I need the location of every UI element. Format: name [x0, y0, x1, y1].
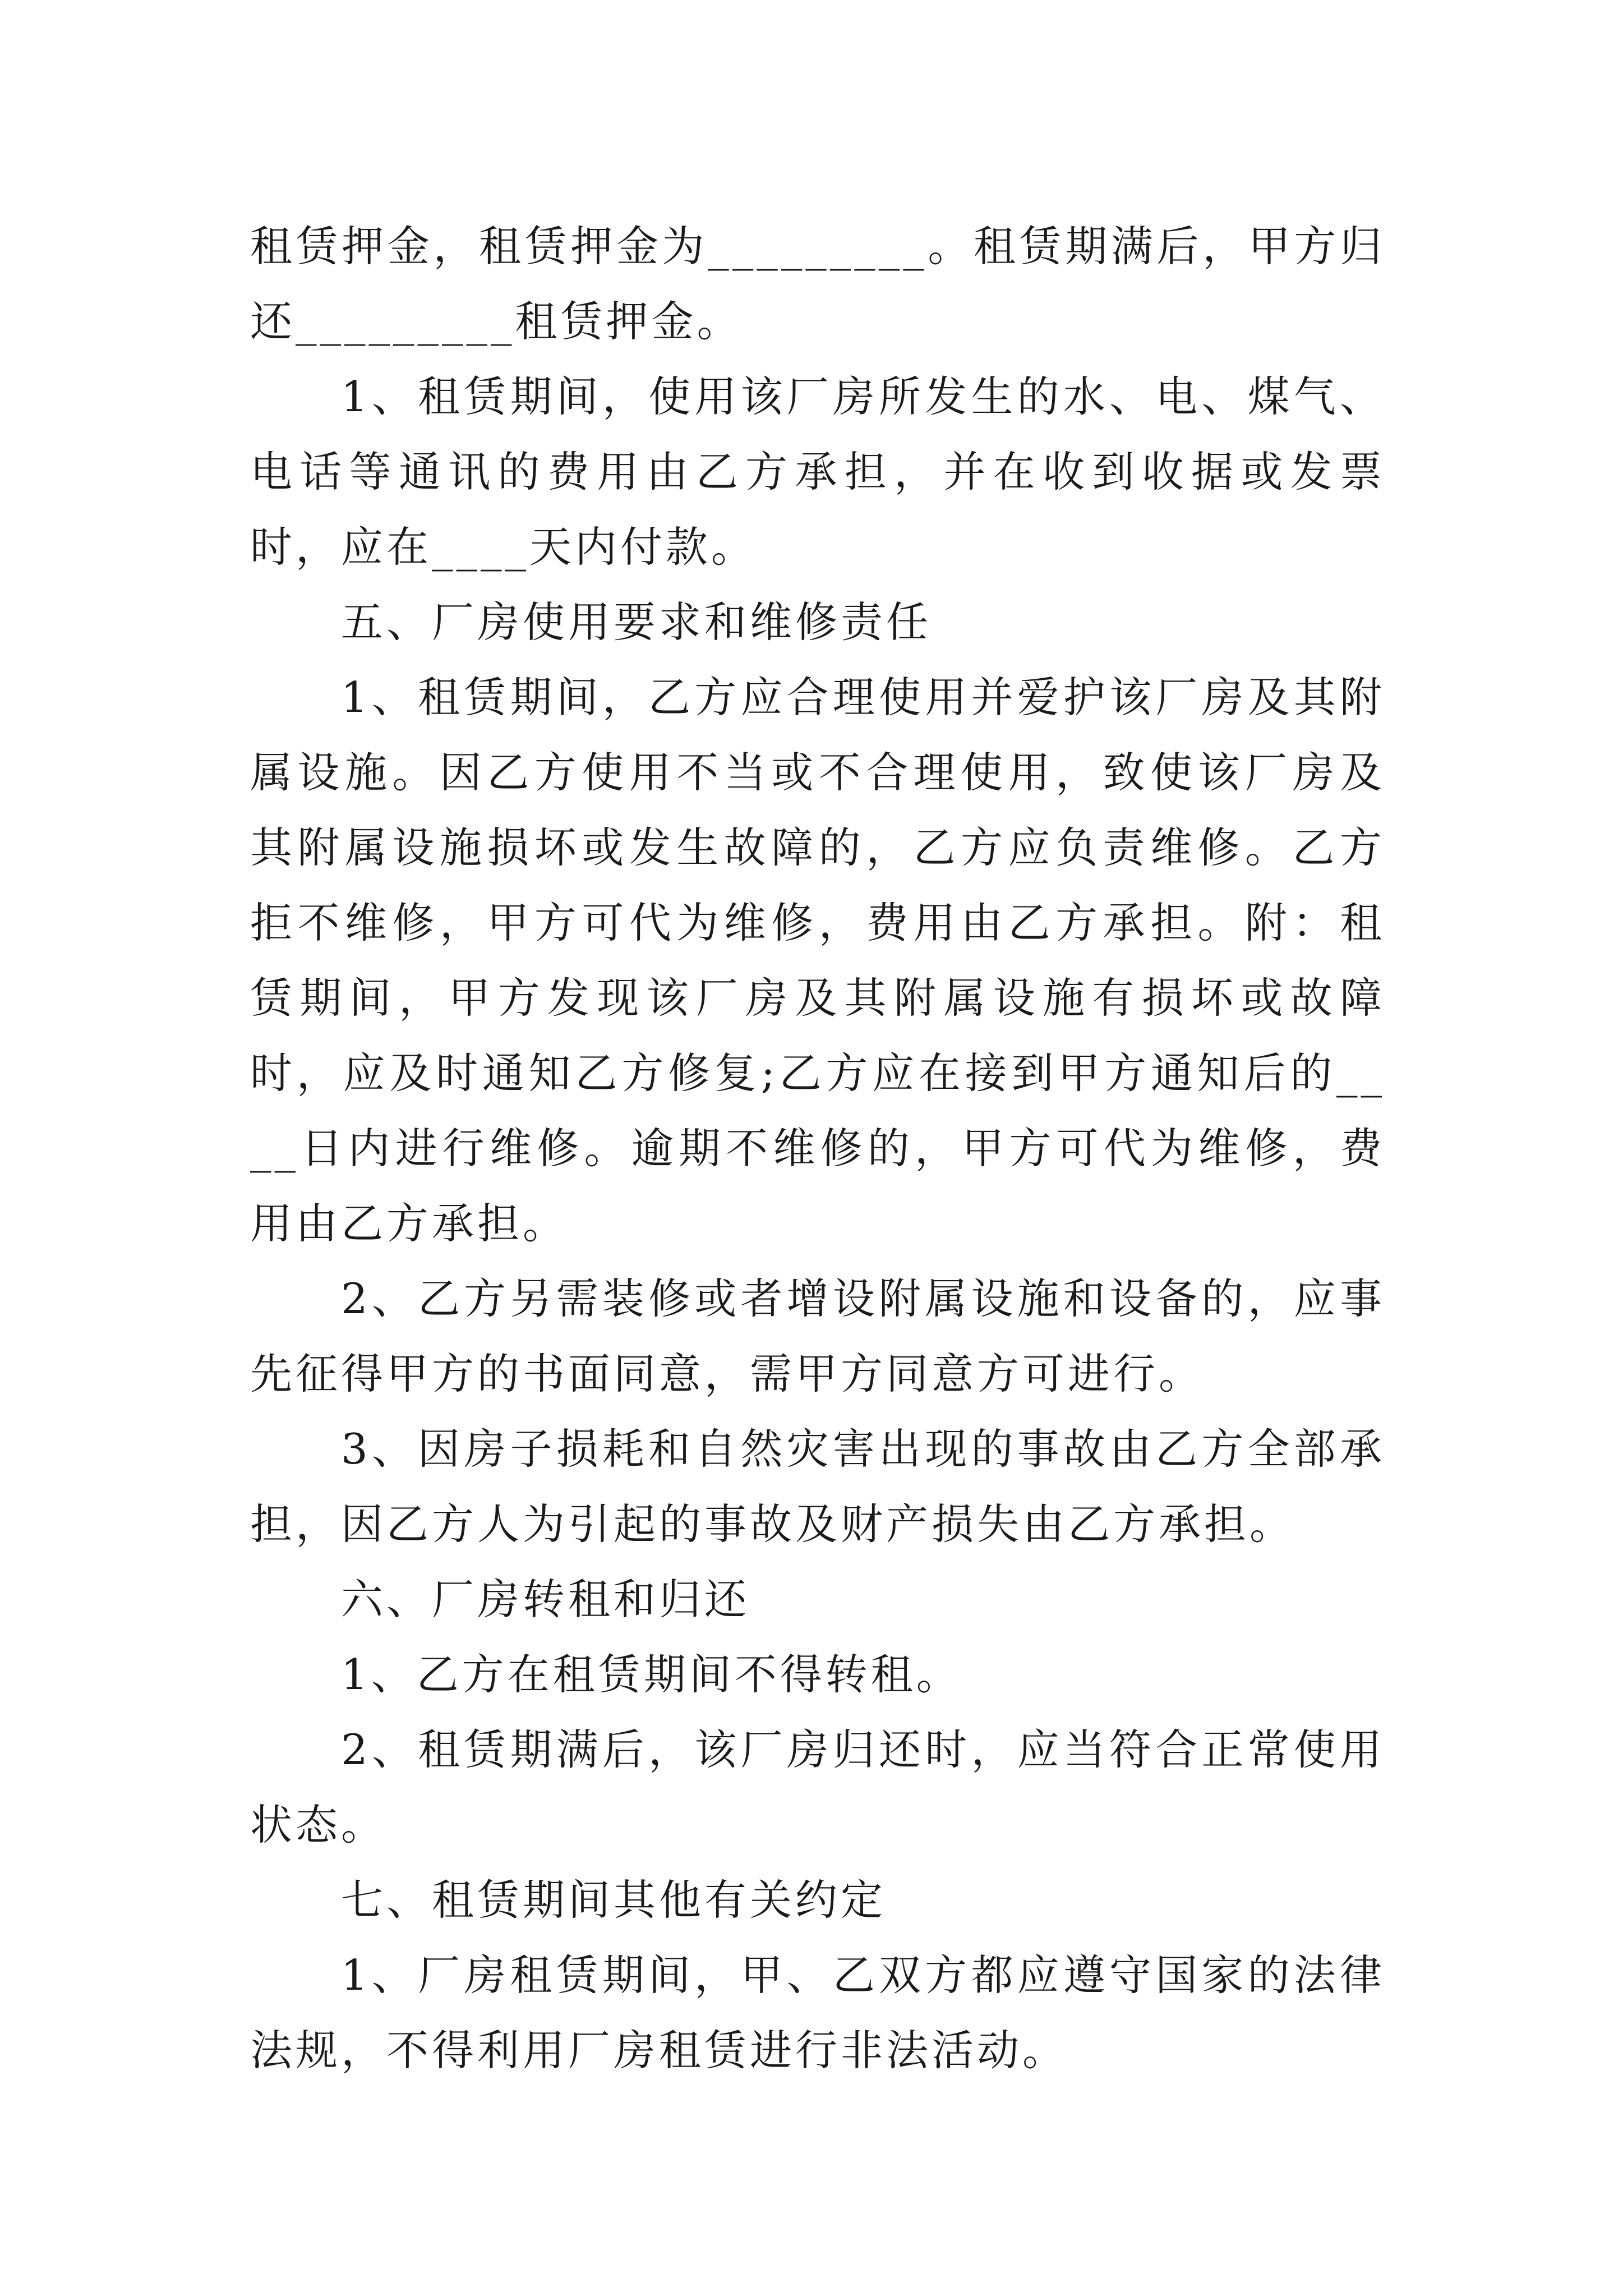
paragraph-utilities: 1、租赁期间，使用该厂房所发生的水、电、煤气、电话等通讯的费用由乙方承担，并在收到收据或发票时，应在____天内付款。: [250, 372, 1385, 572]
section-heading-6: 六、厂房转租和归还: [341, 1575, 750, 1624]
paragraph-deposit: 租赁押金，租赁押金为_________。租赁期满后，甲方归还_________租赁押金。: [250, 222, 1385, 346]
paragraph-no-sublease: 1、乙方在租赁期间不得转租。: [341, 1650, 962, 1699]
paragraph-accidents: 3、因房子损耗和自然灾害出现的事故由乙方全部承担，因乙方人为引起的事故及财产损失由乙方承担。: [250, 1424, 1385, 1549]
paragraph-renovation: 2、乙方另需装修或者增设附属设施和设备的，应事先征得甲方的书面同意，需甲方同意方可进行。: [250, 1274, 1385, 1398]
paragraph-return: 2、租赁期满后，该厂房归还时，应当符合正常使用状态。: [250, 1725, 1385, 1849]
section-heading-7: 七、租赁期间其他有关约定: [341, 1875, 887, 1925]
paragraph-legal-compliance: 1、厂房租赁期间，甲、乙双方都应遵守国家的法律法规，不得利用厂房租赁进行非法活动。: [250, 1950, 1385, 2075]
document-body: [250, 209, 1385, 2088]
paragraph-maintenance: 1、租赁期间，乙方应合理使用并爱护该厂房及其附属设施。因乙方使用不当或不合理使用，致使该厂房及其附属设施损坏或发生故障的，乙方应负责维修。乙方拒不维修，甲方可代为维修，费用由乙方承担。附：租赁期间，甲方发现该厂房及其附属设施有损坏或故障时，应及时通知乙方修复;乙方应在接到甲方通知后的____日内进行维修。逾期不维修的，甲方可代为维修，费用由乙方承担。: [250, 673, 1385, 1248]
section-heading-5: 五、厂房使用要求和维修责任: [341, 597, 932, 647]
